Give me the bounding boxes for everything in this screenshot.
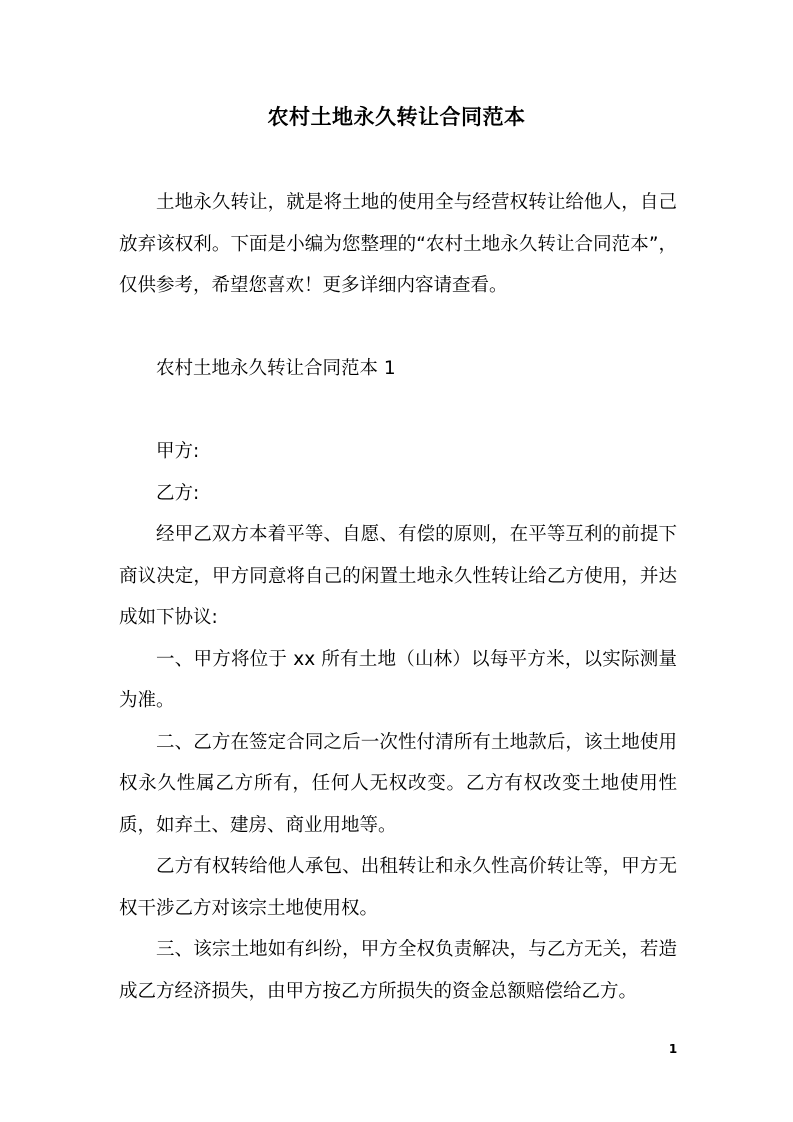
document-body <box>119 182 677 1012</box>
clause-paragraph: 乙方有权转给他人承包、出租转让和永久性高价转让等，甲方无权干涉乙方对该宗土地使用权。 <box>119 856 677 919</box>
paragraph-gap <box>119 307 677 349</box>
clause-paragraph: 二、乙方在签定合同之后一次性付清所有土地款后，该土地使用权永久性属乙方所有，任何人无权改变。乙方有权改变土地使用性质，如弃土、建房、商业用地等。 <box>119 731 677 836</box>
intro-paragraph: 土地永久转让，就是将土地的使用全与经营权转让给他人，自己放弃该权利。下面是小编为您整理的“农村土地永久转让合同范本”，仅供参考，希望您喜欢！更多详细内容请查看。 <box>119 192 677 296</box>
preamble-paragraph: 经甲乙双方本着平等、自愿、有偿的原则，在平等互利的前提下商议决定，甲方同意将自己的闲置土地永久性转让给乙方使用，并达成如下协议: <box>119 524 677 628</box>
party-a-line: 甲方: <box>156 441 200 462</box>
section-heading: 农村土地永久转让合同范本 1 <box>156 358 396 379</box>
document-title: 农村土地永久转让合同范本 <box>267 105 526 129</box>
party-b-line: 乙方: <box>156 482 200 504</box>
paragraph-gap <box>119 390 677 432</box>
page-number: 1 <box>668 1042 678 1056</box>
clause-paragraph: 一、甲方将位于 xx 所有土地（山林）以每平方米，以实际测量为准。 <box>119 648 677 711</box>
clause-paragraph: 三、该宗土地如有纠纷，甲方全权负责解决，与乙方无关，若造成乙方经济损失，由甲方按乙方所损失的资金总额赔偿给乙方。 <box>119 939 677 1002</box>
